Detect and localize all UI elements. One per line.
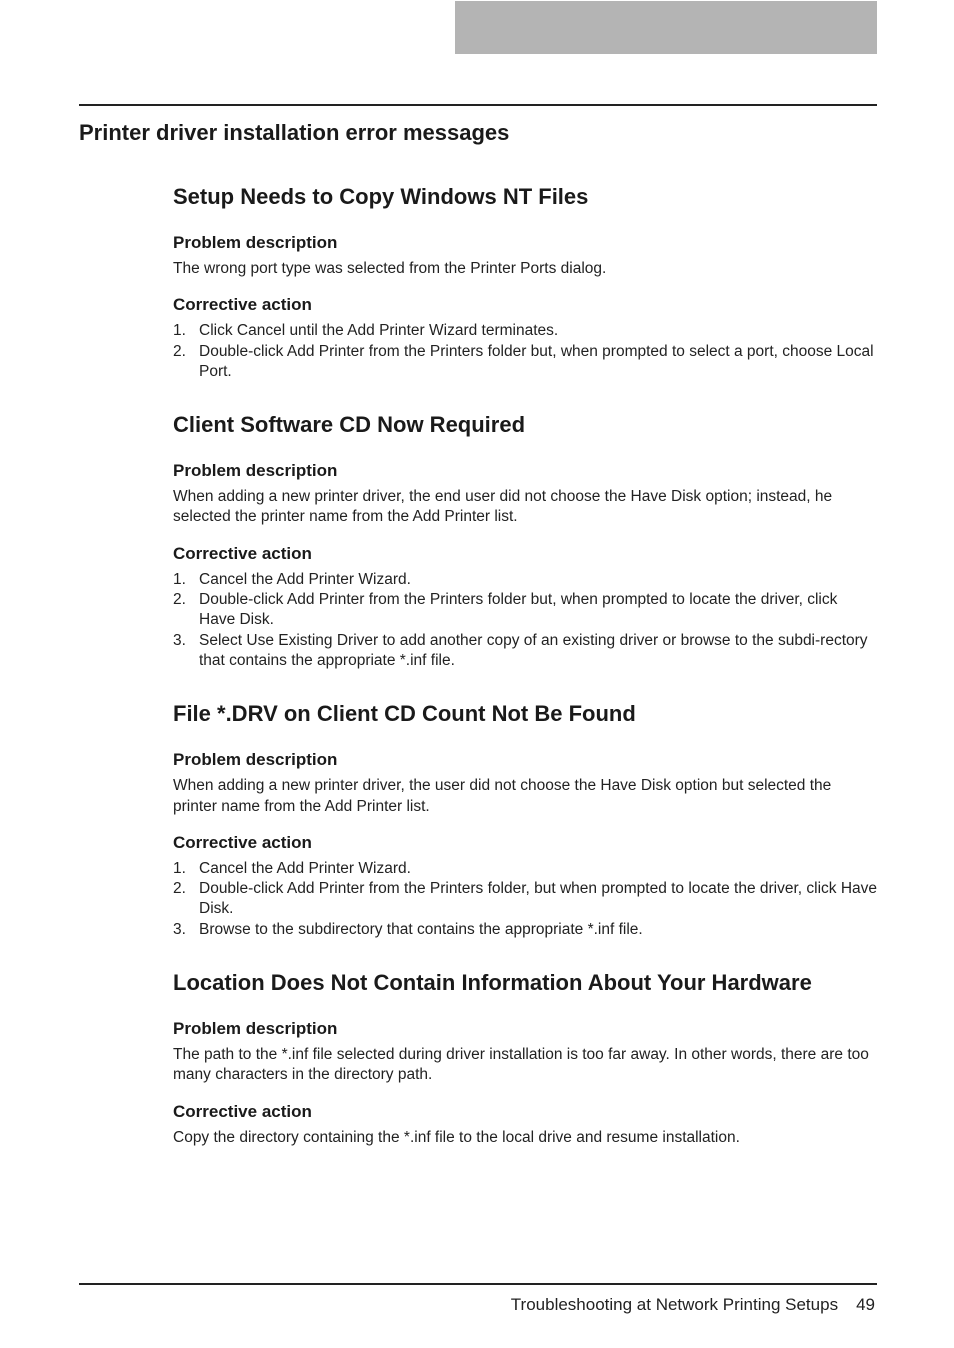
problem-text: The wrong port type was selected from the Printer Ports dialog. xyxy=(173,260,607,277)
step-text: Click Cancel until the Add Printer Wizard terminates. xyxy=(199,322,559,340)
list-item xyxy=(173,570,877,590)
action-heading: Corrective action xyxy=(173,543,312,563)
action-heading: Corrective action xyxy=(173,1101,312,1121)
list-item xyxy=(173,879,877,920)
list-item xyxy=(173,342,877,383)
header-bar xyxy=(455,1,877,54)
step-number: 2. xyxy=(173,591,186,609)
problem-heading: Problem description xyxy=(173,1019,338,1039)
section-setup-nt-files xyxy=(173,182,877,382)
top-rule xyxy=(79,104,877,106)
action-block xyxy=(173,832,877,940)
list-item xyxy=(173,631,877,672)
step-number: 1. xyxy=(173,570,186,588)
footer xyxy=(511,1295,875,1315)
section-title: Setup Needs to Copy Windows NT Files xyxy=(173,184,589,209)
problem-block xyxy=(173,749,877,817)
action-block xyxy=(173,294,877,382)
step-text: Cancel the Add Printer Wizard. xyxy=(199,859,411,877)
problem-block xyxy=(173,1018,877,1086)
step-text: Cancel the Add Printer Wizard. xyxy=(199,570,411,588)
list-item xyxy=(173,321,877,341)
action-block xyxy=(173,543,877,671)
section-drv-not-found xyxy=(173,699,877,940)
page-number: 49 xyxy=(856,1295,875,1314)
step-number: 2. xyxy=(173,880,186,898)
problem-heading: Problem description xyxy=(173,233,338,252)
problem-block xyxy=(173,232,877,279)
step-number: 3. xyxy=(173,631,186,649)
page-title: Printer driver installation error messages xyxy=(79,120,510,145)
section-client-cd-required xyxy=(173,410,877,671)
section-location-no-info xyxy=(173,968,877,1148)
step-text: Double-click Add Printer from the Printers folder, but when prompted to locate the driver, click Have Disk. xyxy=(199,880,878,918)
step-number: 2. xyxy=(173,342,186,360)
action-heading: Corrective action xyxy=(173,295,312,315)
list-item xyxy=(173,590,877,631)
section-title: File *.DRV on Client CD Count Not Be Found xyxy=(173,701,636,727)
section-title: Location Does Not Contain Information About Your Hardware xyxy=(173,970,812,996)
action-text: Copy the directory containing the *.inf file to the local drive and resume installation. xyxy=(173,1128,740,1146)
steps-list xyxy=(173,859,877,940)
steps-list xyxy=(173,321,877,382)
problem-heading: Problem description xyxy=(173,461,338,481)
steps-list xyxy=(173,570,877,671)
step-text: Select Use Existing Driver to add another copy of an existing driver or browse to the subdi-rectory that contains the appropriate *.inf file. xyxy=(199,631,868,669)
step-text: Double-click Add Printer from the Printers folder but, when prompted to select a port, choose Local Port. xyxy=(199,342,874,380)
footer-chapter: Troubleshooting at Network Printing Setups xyxy=(510,1295,839,1314)
list-item xyxy=(173,920,877,940)
action-heading: Corrective action xyxy=(173,832,312,852)
step-text: Double-click Add Printer from the Printers folder but, when prompted to locate the driver, click Have Disk. xyxy=(199,591,838,629)
step-number: 1. xyxy=(173,322,186,340)
list-item xyxy=(173,859,877,879)
problem-text: When adding a new printer driver, the user did not choose the Have Disk option but selected the printer name from the Add Printer list. xyxy=(173,777,832,815)
problem-text: The path to the *.inf file selected during driver installation is too far away. In other words, there are too many characters in the directory path. xyxy=(173,1046,869,1084)
problem-block xyxy=(173,460,877,528)
section-title: Client Software CD Now Required xyxy=(173,412,526,438)
bottom-rule xyxy=(79,1283,877,1285)
problem-heading: Problem description xyxy=(173,750,338,770)
step-number: 1. xyxy=(173,859,186,877)
content xyxy=(173,182,877,1176)
action-block xyxy=(173,1101,877,1148)
step-text: Browse to the subdirectory that contains the appropriate *.inf file. xyxy=(199,920,643,938)
step-number: 3. xyxy=(173,920,186,938)
problem-text: When adding a new printer driver, the end user did not choose the Have Disk option; instead, he selected the printer name from the Add Printer list. xyxy=(173,488,833,526)
